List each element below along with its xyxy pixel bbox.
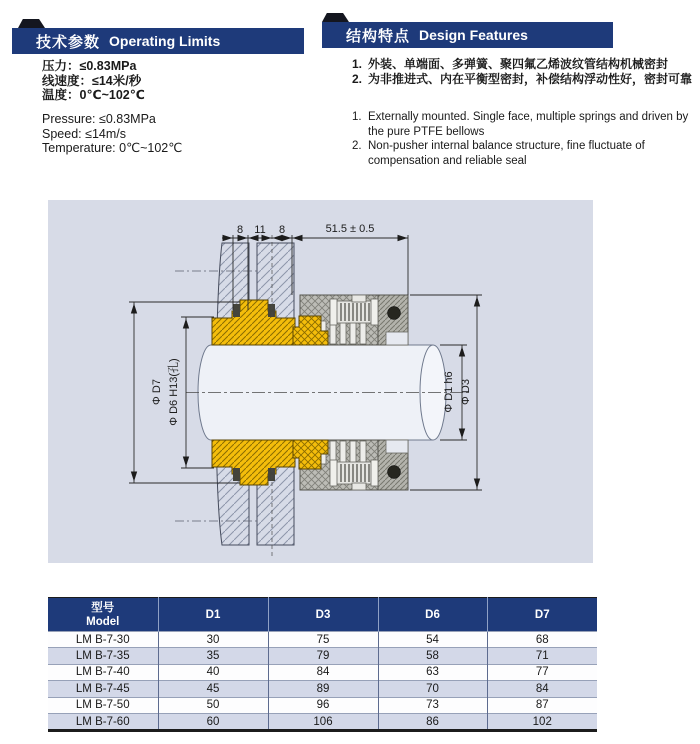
drawing-panel	[48, 200, 593, 563]
set-screw	[388, 466, 401, 479]
cell-d7: 84	[487, 681, 597, 697]
cell-d3: 106	[268, 713, 378, 730]
item-number: 1.	[352, 111, 362, 123]
cell-model: LM B-7-30	[48, 632, 158, 648]
pressure-cn: 压力：≤0.83MPa	[42, 59, 137, 73]
table-row	[48, 713, 597, 730]
operating-limits-en	[42, 112, 182, 156]
operating-limits-cn	[42, 59, 145, 103]
operating-limits-banner	[12, 28, 304, 54]
banner-title-cn: 技术参数	[36, 33, 101, 51]
header-model-cn: 型号	[91, 601, 115, 614]
seat-gasket	[268, 304, 275, 317]
banner-fold-left	[18, 19, 45, 28]
speed-en: Speed: ≤14m/s	[42, 126, 126, 141]
cell-d6: 63	[378, 664, 487, 680]
cell-d3: 79	[268, 648, 378, 664]
table-row	[48, 681, 597, 697]
banner-title-en: Design Features	[419, 27, 528, 43]
cell-d7: 68	[487, 632, 597, 648]
table-row	[48, 632, 597, 648]
table-row	[48, 648, 597, 664]
cell-d3: 84	[268, 664, 378, 680]
cell-model: LM B-7-35	[48, 648, 158, 664]
dimension-table	[48, 597, 597, 732]
cell-d6: 70	[378, 681, 487, 697]
feature-en-1	[352, 110, 692, 139]
header-model-en: Model	[86, 615, 120, 628]
cell-d6: 86	[378, 713, 487, 730]
header-model	[48, 598, 158, 632]
dim-label-d3: Φ D3	[460, 379, 472, 405]
pressure-en: Pressure: ≤0.83MPa	[42, 112, 156, 126]
cell-d3: 75	[268, 632, 378, 648]
design-features-banner	[322, 22, 613, 48]
temperature-cn: 温度：0℃~102℃	[42, 88, 145, 102]
design-features-en	[352, 110, 692, 168]
item-text: Non-pusher internal balance structure, fine fluctuate of compensation and reliable seal	[368, 140, 645, 167]
cell-d7: 71	[487, 648, 597, 664]
seal-cross-section-diagram	[48, 200, 593, 563]
cell-d7: 77	[487, 664, 597, 680]
temperature-en: Temperature: 0℃~102℃	[42, 141, 183, 155]
cell-d1: 60	[158, 713, 268, 730]
feature-cn-2	[352, 72, 697, 87]
banner-title-en: Operating Limits	[109, 33, 221, 49]
header-d7: D7	[487, 598, 597, 632]
cell-d7: 102	[487, 713, 597, 730]
item-text: Externally mounted. Single face, multiple springs and driven by the pure PTFE bellows	[368, 111, 689, 138]
seat-gasket	[233, 468, 240, 481]
cell-d7: 87	[487, 697, 597, 713]
cell-d1: 30	[158, 632, 268, 648]
seat-gasket	[233, 304, 240, 317]
design-features-cn	[352, 57, 697, 87]
table-row	[48, 664, 597, 680]
item-number: 1.	[352, 57, 363, 71]
cell-d6: 73	[378, 697, 487, 713]
dim-label-11: 11	[254, 224, 266, 236]
dim-label-51-5: 51.5 ± 0.5	[325, 223, 375, 235]
banner-fold-right	[322, 13, 349, 22]
item-number: 2.	[352, 140, 362, 152]
dim-label-8a: 8	[236, 224, 244, 236]
item-number: 2.	[352, 72, 363, 86]
cell-d1: 40	[158, 664, 268, 680]
table-header-row	[48, 598, 597, 632]
cell-d3: 96	[268, 697, 378, 713]
cell-d1: 45	[158, 681, 268, 697]
header-d3: D3	[268, 598, 378, 632]
cell-model: LM B-7-40	[48, 664, 158, 680]
cell-d1: 35	[158, 648, 268, 664]
cell-model: LM B-7-45	[48, 681, 158, 697]
dim-label-d6: Φ D6 H13(孔)	[168, 358, 180, 426]
header-d1: D1	[158, 598, 268, 632]
dim-label-8b: 8	[278, 224, 286, 236]
table-row	[48, 697, 597, 713]
dim-label-d7: Φ D7	[151, 379, 163, 405]
feature-en-2	[352, 139, 692, 168]
set-screw	[388, 307, 401, 320]
cell-d3: 89	[268, 681, 378, 697]
header-d6: D6	[378, 598, 487, 632]
dim-label-d1: Φ D1 h6	[443, 371, 455, 413]
feature-cn-1	[352, 57, 697, 72]
cell-model: LM B-7-50	[48, 697, 158, 713]
seat-gasket	[268, 468, 275, 481]
cell-d6: 58	[378, 648, 487, 664]
cell-d1: 50	[158, 697, 268, 713]
item-text: 外装、单端面、多弹簧、聚四氟乙烯波纹管结构机械密封	[368, 57, 669, 71]
cell-d6: 54	[378, 632, 487, 648]
banner-title-cn: 结构特点	[346, 27, 411, 45]
item-text: 为非推进式、内在平衡型密封，补偿结构浮动性好，密封可靠	[368, 72, 693, 86]
speed-cn: 线速度：≤14米/秒	[42, 73, 142, 88]
cell-model: LM B-7-60	[48, 713, 158, 730]
